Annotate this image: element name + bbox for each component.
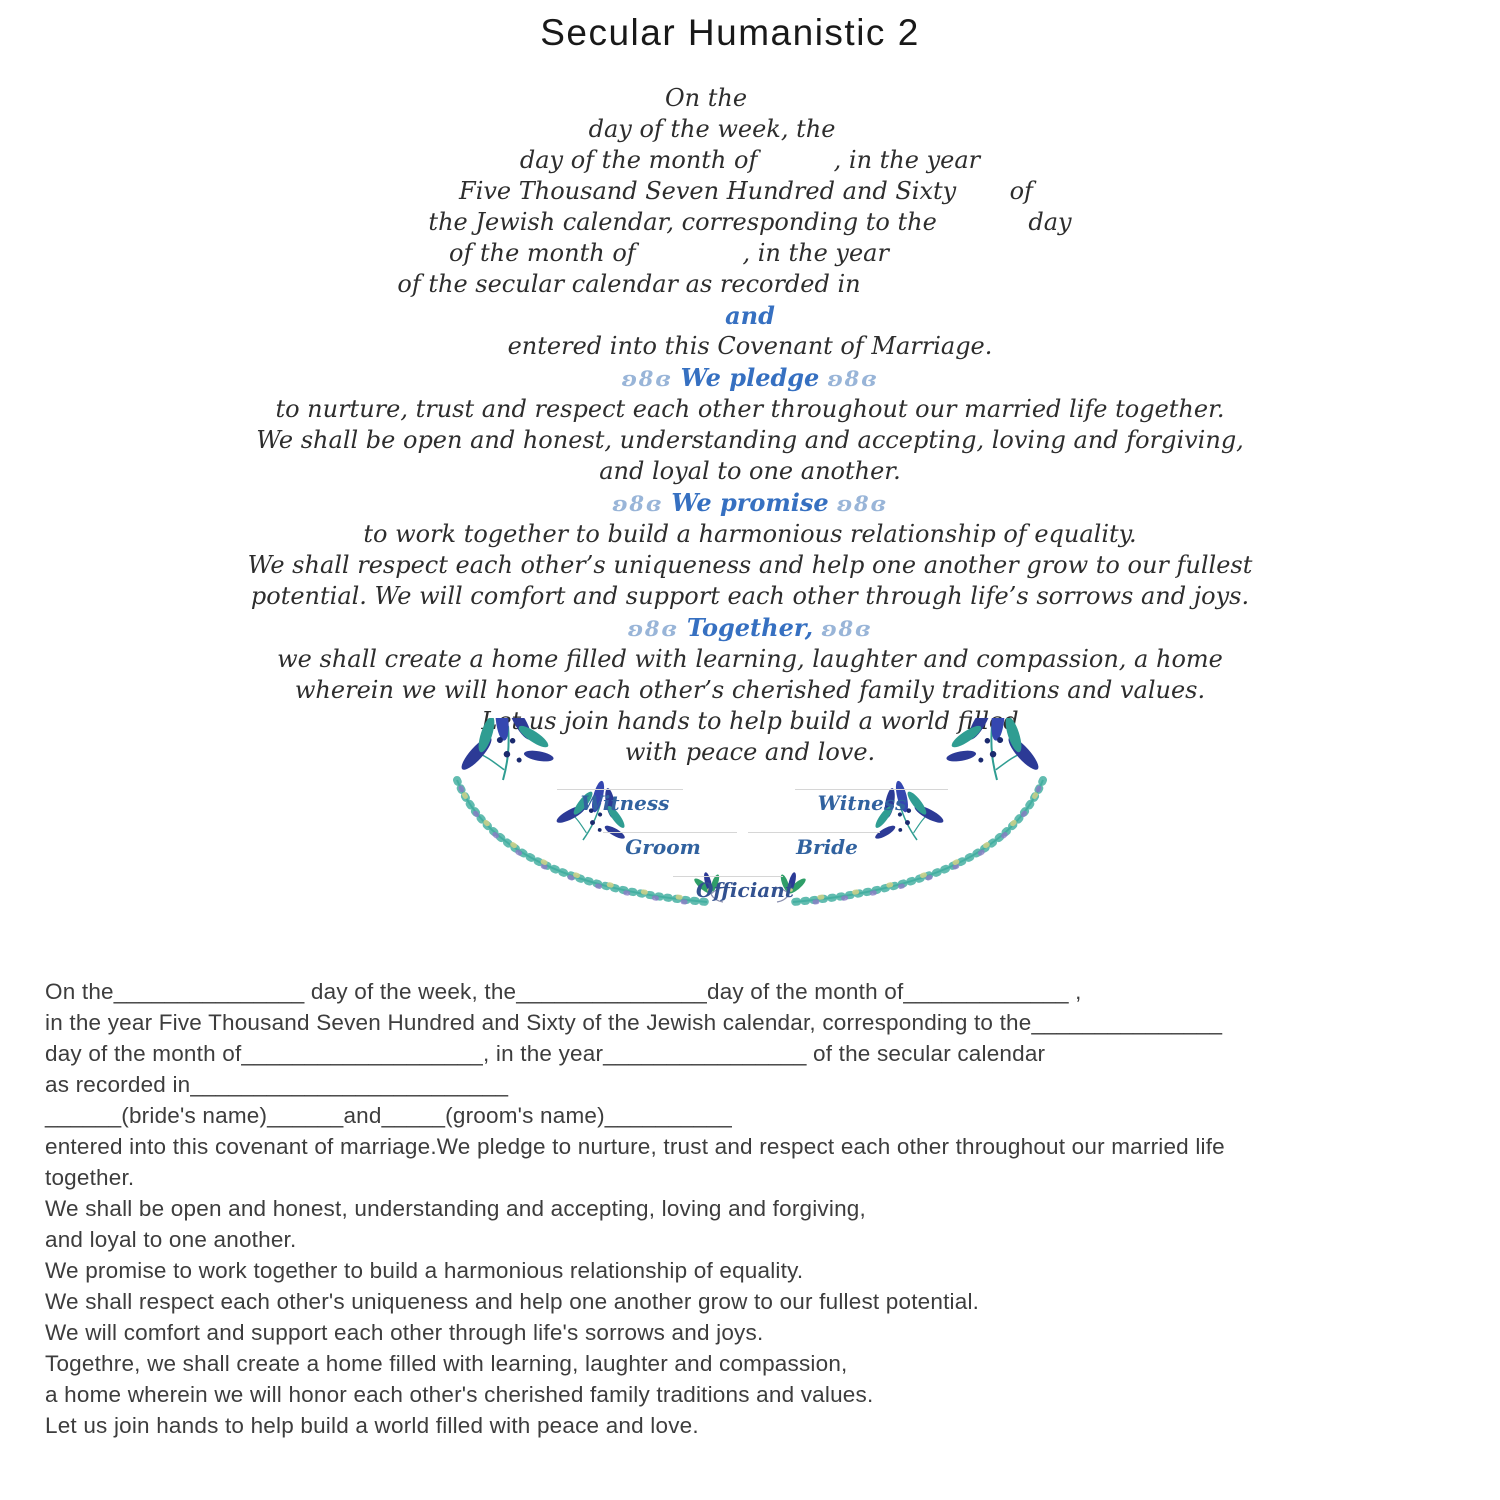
groom-signature-line bbox=[603, 832, 737, 833]
ketubah-line bbox=[0, 362, 1500, 394]
witness-right-label: Witness bbox=[817, 791, 907, 815]
ketubah-line bbox=[0, 612, 1500, 644]
ketubah-line: On the bbox=[664, 84, 748, 112]
scroll-ornament-left: ʚ8ɞ bbox=[612, 491, 663, 516]
plain-text-line: Let us join hands to help build a world filled with peace and love. bbox=[45, 1413, 699, 1438]
ketubah-line: wherein we will honor each other’s cherished family traditions and values. bbox=[294, 676, 1206, 704]
ketubah-line bbox=[0, 487, 1500, 519]
ketubah-line: entered into this Covenant of Marriage. bbox=[507, 332, 993, 360]
scroll-ornament-right: ʚ8ɞ bbox=[827, 366, 879, 391]
plain-text-line: a home wherein we will honor each other's cherished family traditions and values. bbox=[45, 1382, 874, 1407]
officiant-label: Officiant bbox=[695, 878, 795, 902]
witness-left-label: Witness bbox=[580, 791, 670, 815]
plain-text-line: entered into this covenant of marriage.We pledge to nurture, trust and respect each other throughout our married life bbox=[45, 1134, 1225, 1159]
plain-text-block bbox=[45, 976, 1485, 1441]
plain-text-line: as recorded in_________________________ bbox=[45, 1072, 509, 1097]
bride-signature-line bbox=[748, 832, 880, 833]
ketubah-line: and bbox=[725, 301, 775, 330]
witness-right-signature-line bbox=[795, 789, 948, 790]
scroll-ornament-left: ʚ8ɞ bbox=[627, 616, 679, 641]
plain-text-line: ______(bride's name)______and_____(groom's name)__________ bbox=[45, 1103, 732, 1128]
plain-text-line: We shall respect each other's uniqueness and help one another grow to our fullest potential. bbox=[45, 1289, 980, 1314]
bride-label: Bride bbox=[796, 835, 858, 859]
ketubah-line: We shall be open and honest, understanding and accepting, loving and forgiving, bbox=[256, 426, 1244, 454]
ketubah-line: Five Thousand Seven Hundred and Sixty of bbox=[459, 177, 1033, 205]
ketubah-heading-text: We pledge bbox=[672, 363, 828, 392]
plain-text-line: We shall be open and honest, understanding and accepting, loving and forgiving, bbox=[45, 1196, 866, 1221]
scroll-ornament-right: ʚ8ɞ bbox=[821, 616, 873, 641]
plain-text-line: Togethre, we shall create a home filled with learning, laughter and compassion, bbox=[45, 1351, 848, 1376]
page-title: Secular Humanistic 2 bbox=[540, 12, 920, 53]
ketubah-line: the Jewish calendar, corresponding to the day bbox=[428, 208, 1072, 236]
ketubah-line: we shall create a home filled with learning, laughter and compassion, a home bbox=[277, 645, 1223, 673]
ketubah-line: to work together to build a harmonious relationship of equality. bbox=[363, 520, 1137, 548]
ketubah-line: day of the month of , in the year bbox=[519, 146, 981, 174]
groom-label: Groom bbox=[625, 835, 701, 859]
ketubah-line: day of the week, the bbox=[588, 115, 836, 143]
ketubah-heading-text: Together, bbox=[678, 613, 822, 642]
plain-text-line: in the year Five Thousand Seven Hundred and Sixty of the Jewish calendar, corresponding to the_______________ bbox=[45, 1010, 1223, 1035]
plain-text-line: day of the month of___________________, in the year________________ of the secular calendar bbox=[45, 1041, 1046, 1066]
ketubah-line: We shall respect each other’s uniqueness and help one another grow to our fullest bbox=[247, 551, 1253, 579]
plain-text-line: and loyal to one another. bbox=[45, 1227, 297, 1252]
plain-text-line: together. bbox=[45, 1165, 135, 1190]
ketubah-line: potential. We will comfort and support each other through life’s sorrows and joys. bbox=[250, 582, 1250, 610]
plain-text-line: We promise to work together to build a harmonious relationship of equality. bbox=[45, 1258, 804, 1283]
ketubah-line: of the month of , in the year bbox=[449, 239, 889, 267]
witness-left-signature-line bbox=[557, 789, 683, 790]
ketubah-line: to nurture, trust and respect each other throughout our married life together. bbox=[275, 395, 1225, 423]
ketubah-line: with peace and love. bbox=[624, 738, 876, 766]
plain-text-line: On the_______________ day of the week, the_______________day of the month of_____________ , bbox=[45, 979, 1082, 1004]
ketubah-text-block bbox=[0, 83, 1500, 768]
ketubah-line: Let us join hands to help build a world filled bbox=[481, 707, 1019, 735]
scroll-ornament-left: ʚ8ɞ bbox=[621, 366, 673, 391]
ketubah-heading-text: We promise bbox=[662, 488, 838, 517]
officiant-signature-line bbox=[673, 876, 783, 877]
ketubah-line: and loyal to one another. bbox=[599, 457, 901, 485]
scroll-ornament-right: ʚ8ɞ bbox=[837, 491, 888, 516]
ketubah-line: of the secular calendar as recorded in bbox=[397, 270, 861, 298]
plain-text-line: We will comfort and support each other through life's sorrows and joys. bbox=[45, 1320, 764, 1345]
